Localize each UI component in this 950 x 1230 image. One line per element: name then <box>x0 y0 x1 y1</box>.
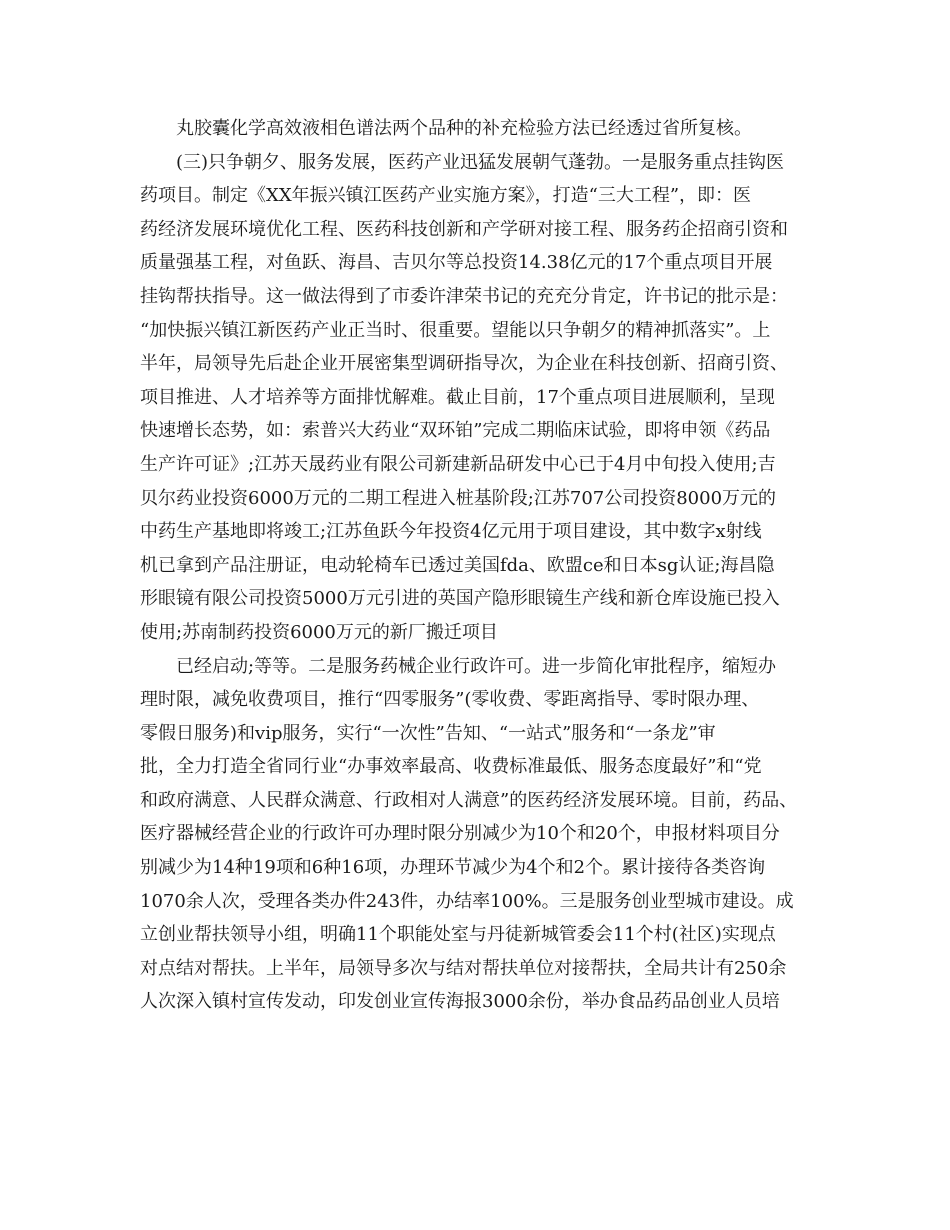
text-line: “加快振兴镇江新医药产业正当时、很重要。望能以只争朝夕的精神抓落实”。上 <box>140 319 771 341</box>
text-line: 和政府满意、人民群众满意、行政相对人满意”的医药经济发展环境。目前，药品、 <box>140 789 798 811</box>
text-line: 批，全力打造全省同行业“办事效率最高、收费标准最低、服务态度最好”和“党 <box>140 756 762 778</box>
text-line: 人次深入镇村宣传发动，印发创业宣传海报3000余份，举办食品药品创业人员培 <box>140 991 780 1013</box>
text-line: 机已拿到产品注册证，电动轮椅车已透过美国fda、欧盟ce和日本sg认证;海昌隐 <box>140 554 775 576</box>
text-line: 别减少为14种19项和6种16项，办理环节减少为4个和2个。累计接待各类咨询 <box>140 857 766 879</box>
text-line: 零假日服务)和vip服务，实行“一次性”告知、“一站式”服务和“一条龙”审 <box>140 722 716 744</box>
text-line: 丸胶囊化学高效液相色谱法两个品种的补充检验方法已经透过省所复核。 <box>176 118 752 139</box>
text-line: 质量强基工程，对鱼跃、海昌、吉贝尔等总投资14.38亿元的17个重点项目开展 <box>140 252 773 274</box>
text-line: 理时限，减免收费项目，推行“四零服务”(零收费、零距离指导、零时限办理、 <box>140 689 760 711</box>
text-line: 药项目。制定《XX年振兴镇江医药产业实施方案》，打造“三大工程”，即：医 <box>140 185 752 207</box>
text-line: 形眼镜有限公司投资5000万元引进的英国产隐形眼镜生产线和新仓库设施已投入 <box>140 588 780 610</box>
document-body <box>140 112 820 1019</box>
text-line: 医疗器械经营企业的行政许可办理时限分别减少为10个和20个，申报材料项目分 <box>140 823 780 845</box>
text-line: 已经启动;等等。二是服务药械企业行政许可。进一步简化审批程序，缩短办 <box>176 655 777 677</box>
text-line: 对点结对帮扶。上半年，局领导多次与结对帮扶单位对接帮扶，全局共计有250余 <box>140 957 787 979</box>
text-line: 贝尔药业投资6000万元的二期工程进入桩基阶段;江苏707公司投资8000万元的 <box>140 487 777 509</box>
text-line: 快速增长态势，如：索普兴大药业“双环铂”完成二期临床试验，即将申领《药品 <box>140 420 771 442</box>
text-line: 1070余人次，受理各类办件243件，办结率100%。三是服务创业型城市建设。成 <box>140 890 794 912</box>
text-line: 立创业帮扶领导小组，明确11个职能处室与丹徒新城管委会11个村(社区)实现点 <box>140 924 776 946</box>
text-line: 项目推进、人才培养等方面排忧解难。截止目前，17个重点项目进展顺利，呈现 <box>140 386 775 408</box>
text-line: 中药生产基地即将竣工;江苏鱼跃今年投资4亿元用于项目建设，其中数字x射线 <box>140 521 762 543</box>
text-line: 挂钩帮扶指导。这一做法得到了市委许津荣书记的充充分肯定，许书记的批示是： <box>140 285 788 307</box>
text-line: 使用;苏南制药投资6000万元的新厂搬迁项目 <box>140 621 498 643</box>
text-line: 药经济发展环境优化工程、医药科技创新和产学研对接工程、服务药企招商引资和 <box>140 218 788 240</box>
text-line: 半年，局领导先后赴企业开展密集型调研指导次，为企业在科技创新、招商引资、 <box>140 353 788 375</box>
text-line: 生产许可证》;江苏天晟药业有限公司新建新品研发中心已于4月中旬投入使用;吉 <box>140 453 776 475</box>
text-line: (三)只争朝夕、服务发展，医药产业迅猛发展朝气蓬勃。一是服务重点挂钩医 <box>176 151 785 173</box>
